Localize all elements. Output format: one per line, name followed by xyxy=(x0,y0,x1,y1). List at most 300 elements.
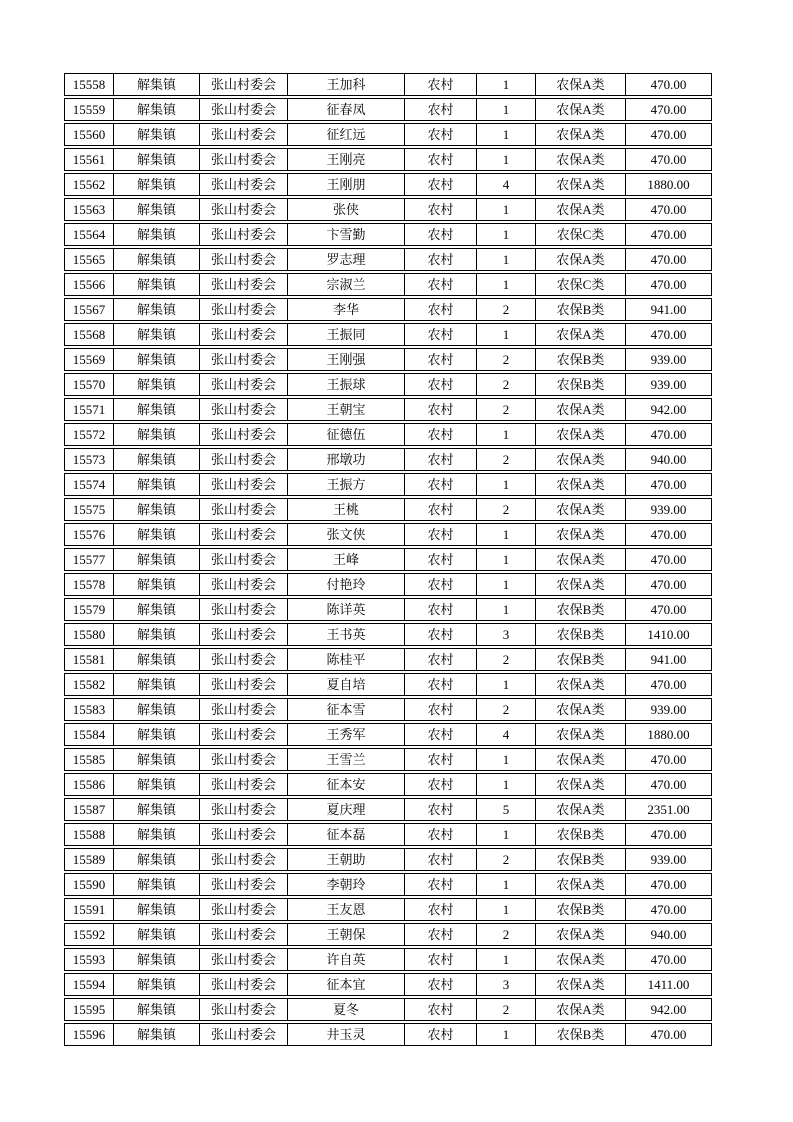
cell-town: 解集镇 xyxy=(113,399,199,420)
cell-record-id: 15593 xyxy=(72,952,106,967)
cell-village: 张山村委会 xyxy=(199,399,287,420)
cell-name: 王桃 xyxy=(287,499,404,520)
cell-amount: 942.00 xyxy=(625,999,711,1020)
cell-person-count: 1 xyxy=(476,549,535,570)
table-row xyxy=(64,723,712,746)
cell-town: 解集镇 xyxy=(113,224,199,245)
table-row xyxy=(64,323,712,346)
cell-village: 张山村委会 xyxy=(199,899,287,920)
cell-town: 解集镇 xyxy=(113,499,199,520)
cell-record-id: 15571 xyxy=(72,402,106,417)
cell-person-count: 2 xyxy=(476,924,535,945)
cell-category: 农村 xyxy=(404,849,476,870)
cell-record-id: 15560 xyxy=(72,127,106,142)
cell-amount: 470.00 xyxy=(625,124,711,145)
cell-town: 解集镇 xyxy=(113,149,199,170)
cell-person-count: 4 xyxy=(476,174,535,195)
cell-record-id: 15592 xyxy=(72,927,106,942)
cell-name: 陈详英 xyxy=(287,599,404,620)
cell-village: 张山村委会 xyxy=(199,524,287,545)
cell-village: 张山村委会 xyxy=(199,749,287,770)
cell-insurance-type: 农保A类 xyxy=(535,799,625,820)
cell-name: 王刚亮 xyxy=(287,149,404,170)
cell-category: 农村 xyxy=(404,874,476,895)
cell-insurance-type: 农保A类 xyxy=(535,149,625,170)
cell-amount: 470.00 xyxy=(625,774,711,795)
cell-record-id: 15575 xyxy=(72,502,106,517)
cell-insurance-type: 农保A类 xyxy=(535,974,625,995)
cell-person-count: 1 xyxy=(476,74,535,95)
cell-name: 井玉灵 xyxy=(287,1024,404,1045)
cell-person-count: 4 xyxy=(476,724,535,745)
cell-village: 张山村委会 xyxy=(199,824,287,845)
cell-village: 张山村委会 xyxy=(199,349,287,370)
cell-insurance-type: 农保B类 xyxy=(535,599,625,620)
cell-name: 邢墩功 xyxy=(287,449,404,470)
cell-record-id: 15587 xyxy=(72,802,106,817)
cell-name: 王朝保 xyxy=(287,924,404,945)
cell-name: 王朝助 xyxy=(287,849,404,870)
cell-person-count: 2 xyxy=(476,399,535,420)
cell-town: 解集镇 xyxy=(113,724,199,745)
cell-amount: 470.00 xyxy=(625,874,711,895)
cell-category: 农村 xyxy=(404,574,476,595)
table-row xyxy=(64,398,712,421)
cell-town: 解集镇 xyxy=(113,624,199,645)
cell-category: 农村 xyxy=(404,499,476,520)
cell-person-count: 1 xyxy=(476,249,535,270)
table-row xyxy=(64,848,712,871)
cell-village: 张山村委会 xyxy=(199,599,287,620)
cell-name: 征春凤 xyxy=(287,99,404,120)
cell-insurance-type: 农保B类 xyxy=(535,349,625,370)
cell-record-id: 15563 xyxy=(72,202,106,217)
table-row xyxy=(64,98,712,121)
cell-village: 张山村委会 xyxy=(199,149,287,170)
cell-village: 张山村委会 xyxy=(199,224,287,245)
cell-amount: 470.00 xyxy=(625,674,711,695)
cell-person-count: 2 xyxy=(476,999,535,1020)
cell-insurance-type: 农保A类 xyxy=(535,574,625,595)
cell-village: 张山村委会 xyxy=(199,724,287,745)
cell-village: 张山村委会 xyxy=(199,274,287,295)
cell-insurance-type: 农保A类 xyxy=(535,324,625,345)
cell-name: 夏冬 xyxy=(287,999,404,1020)
cell-person-count: 3 xyxy=(476,624,535,645)
cell-record-id: 15595 xyxy=(72,1002,106,1017)
cell-person-count: 1 xyxy=(476,274,535,295)
cell-town: 解集镇 xyxy=(113,274,199,295)
cell-name: 征本宜 xyxy=(287,974,404,995)
cell-person-count: 2 xyxy=(476,299,535,320)
cell-person-count: 2 xyxy=(476,649,535,670)
table-row xyxy=(64,248,712,271)
cell-amount: 470.00 xyxy=(625,574,711,595)
cell-town: 解集镇 xyxy=(113,449,199,470)
cell-amount: 939.00 xyxy=(625,849,711,870)
table-row xyxy=(64,198,712,221)
cell-record-id: 15573 xyxy=(72,452,106,467)
table-row xyxy=(64,148,712,171)
cell-amount: 470.00 xyxy=(625,199,711,220)
cell-name: 王振方 xyxy=(287,474,404,495)
cell-category: 农村 xyxy=(404,824,476,845)
cell-insurance-type: 农保A类 xyxy=(535,549,625,570)
cell-amount: 942.00 xyxy=(625,399,711,420)
cell-town: 解集镇 xyxy=(113,674,199,695)
cell-insurance-type: 农保A类 xyxy=(535,999,625,1020)
cell-name: 卞雪勤 xyxy=(287,224,404,245)
cell-town: 解集镇 xyxy=(113,249,199,270)
cell-record-id: 15591 xyxy=(72,902,106,917)
cell-record-id: 15583 xyxy=(72,702,106,717)
cell-amount: 470.00 xyxy=(625,149,711,170)
cell-category: 农村 xyxy=(404,374,476,395)
table-row xyxy=(64,623,712,646)
cell-amount: 1880.00 xyxy=(625,174,711,195)
cell-record-id: 15585 xyxy=(72,752,106,767)
cell-category: 农村 xyxy=(404,124,476,145)
cell-category: 农村 xyxy=(404,649,476,670)
cell-village: 张山村委会 xyxy=(199,1024,287,1045)
cell-person-count: 1 xyxy=(476,574,535,595)
cell-insurance-type: 农保A类 xyxy=(535,74,625,95)
cell-village: 张山村委会 xyxy=(199,374,287,395)
table-row xyxy=(64,1023,712,1046)
cell-category: 农村 xyxy=(404,1024,476,1045)
cell-category: 农村 xyxy=(404,324,476,345)
cell-amount: 941.00 xyxy=(625,649,711,670)
cell-name: 李华 xyxy=(287,299,404,320)
cell-insurance-type: 农保A类 xyxy=(535,424,625,445)
cell-amount: 470.00 xyxy=(625,749,711,770)
cell-name: 征本雪 xyxy=(287,699,404,720)
cell-village: 张山村委会 xyxy=(199,774,287,795)
cell-person-count: 1 xyxy=(476,99,535,120)
cell-village: 张山村委会 xyxy=(199,949,287,970)
table-row xyxy=(64,473,712,496)
table-row xyxy=(64,798,712,821)
cell-town: 解集镇 xyxy=(113,199,199,220)
cell-person-count: 1 xyxy=(476,599,535,620)
cell-insurance-type: 农保A类 xyxy=(535,124,625,145)
cell-amount: 939.00 xyxy=(625,699,711,720)
cell-town: 解集镇 xyxy=(113,524,199,545)
cell-record-id: 15566 xyxy=(72,277,106,292)
cell-amount: 939.00 xyxy=(625,374,711,395)
cell-village: 张山村委会 xyxy=(199,249,287,270)
cell-village: 张山村委会 xyxy=(199,324,287,345)
cell-town: 解集镇 xyxy=(113,849,199,870)
table-row xyxy=(64,648,712,671)
cell-village: 张山村委会 xyxy=(199,574,287,595)
cell-insurance-type: 农保A类 xyxy=(535,99,625,120)
cell-category: 农村 xyxy=(404,974,476,995)
table-row xyxy=(64,873,712,896)
cell-record-id: 15559 xyxy=(72,102,106,117)
cell-amount: 470.00 xyxy=(625,524,711,545)
cell-name: 王峰 xyxy=(287,549,404,570)
cell-person-count: 1 xyxy=(476,674,535,695)
cell-town: 解集镇 xyxy=(113,1024,199,1045)
cell-category: 农村 xyxy=(404,99,476,120)
cell-category: 农村 xyxy=(404,624,476,645)
cell-category: 农村 xyxy=(404,899,476,920)
cell-amount: 470.00 xyxy=(625,949,711,970)
cell-record-id: 15589 xyxy=(72,852,106,867)
table-row xyxy=(64,898,712,921)
table-row xyxy=(64,923,712,946)
cell-name: 李朝玲 xyxy=(287,874,404,895)
cell-insurance-type: 农保A类 xyxy=(535,749,625,770)
cell-amount: 470.00 xyxy=(625,474,711,495)
cell-town: 解集镇 xyxy=(113,599,199,620)
cell-amount: 470.00 xyxy=(625,99,711,120)
cell-record-id: 15574 xyxy=(72,477,106,492)
cell-person-count: 1 xyxy=(476,424,535,445)
cell-insurance-type: 农保B类 xyxy=(535,1024,625,1045)
cell-town: 解集镇 xyxy=(113,949,199,970)
cell-name: 王刚强 xyxy=(287,349,404,370)
cell-record-id: 15590 xyxy=(72,877,106,892)
cell-insurance-type: 农保B类 xyxy=(535,374,625,395)
cell-record-id: 15594 xyxy=(72,977,106,992)
cell-category: 农村 xyxy=(404,549,476,570)
cell-person-count: 5 xyxy=(476,799,535,820)
cell-person-count: 1 xyxy=(476,324,535,345)
cell-person-count: 2 xyxy=(476,499,535,520)
cell-person-count: 1 xyxy=(476,749,535,770)
cell-amount: 470.00 xyxy=(625,74,711,95)
cell-town: 解集镇 xyxy=(113,574,199,595)
cell-village: 张山村委会 xyxy=(199,674,287,695)
cell-name: 王友恩 xyxy=(287,899,404,920)
cell-record-id: 15570 xyxy=(72,377,106,392)
table-row xyxy=(64,73,712,96)
cell-town: 解集镇 xyxy=(113,924,199,945)
cell-record-id: 15586 xyxy=(72,777,106,792)
cell-name: 夏庆理 xyxy=(287,799,404,820)
cell-amount: 939.00 xyxy=(625,499,711,520)
table-row xyxy=(64,773,712,796)
cell-amount: 470.00 xyxy=(625,1024,711,1045)
cell-village: 张山村委会 xyxy=(199,849,287,870)
cell-category: 农村 xyxy=(404,799,476,820)
cell-category: 农村 xyxy=(404,524,476,545)
cell-village: 张山村委会 xyxy=(199,499,287,520)
cell-village: 张山村委会 xyxy=(199,124,287,145)
table-row xyxy=(64,823,712,846)
cell-name: 王书英 xyxy=(287,624,404,645)
table-row xyxy=(64,498,712,521)
cell-town: 解集镇 xyxy=(113,874,199,895)
cell-insurance-type: 农保A类 xyxy=(535,174,625,195)
cell-town: 解集镇 xyxy=(113,299,199,320)
cell-village: 张山村委会 xyxy=(199,99,287,120)
cell-category: 农村 xyxy=(404,249,476,270)
cell-insurance-type: 农保A类 xyxy=(535,724,625,745)
cell-record-id: 15584 xyxy=(72,727,106,742)
cell-record-id: 15588 xyxy=(72,827,106,842)
cell-village: 张山村委会 xyxy=(199,999,287,1020)
table-row xyxy=(64,348,712,371)
cell-category: 农村 xyxy=(404,424,476,445)
pension-table xyxy=(64,73,712,1048)
cell-town: 解集镇 xyxy=(113,424,199,445)
cell-name: 征德伍 xyxy=(287,424,404,445)
cell-name: 王雪兰 xyxy=(287,749,404,770)
cell-category: 农村 xyxy=(404,599,476,620)
cell-category: 农村 xyxy=(404,699,476,720)
cell-name: 付艳玲 xyxy=(287,574,404,595)
cell-village: 张山村委会 xyxy=(199,974,287,995)
cell-name: 陈桂平 xyxy=(287,649,404,670)
cell-insurance-type: 农保A类 xyxy=(535,524,625,545)
cell-insurance-type: 农保C类 xyxy=(535,224,625,245)
cell-person-count: 1 xyxy=(476,199,535,220)
cell-person-count: 1 xyxy=(476,874,535,895)
cell-name: 夏自培 xyxy=(287,674,404,695)
cell-category: 农村 xyxy=(404,274,476,295)
cell-town: 解集镇 xyxy=(113,324,199,345)
cell-insurance-type: 农保A类 xyxy=(535,199,625,220)
cell-amount: 941.00 xyxy=(625,299,711,320)
cell-person-count: 2 xyxy=(476,374,535,395)
cell-town: 解集镇 xyxy=(113,474,199,495)
table-row xyxy=(64,223,712,246)
cell-insurance-type: 农保C类 xyxy=(535,274,625,295)
table-row xyxy=(64,598,712,621)
cell-insurance-type: 农保B类 xyxy=(535,649,625,670)
cell-insurance-type: 农保A类 xyxy=(535,874,625,895)
table-row xyxy=(64,548,712,571)
cell-town: 解集镇 xyxy=(113,99,199,120)
cell-amount: 470.00 xyxy=(625,549,711,570)
cell-name: 征本安 xyxy=(287,774,404,795)
cell-record-id: 15578 xyxy=(72,577,106,592)
cell-category: 农村 xyxy=(404,149,476,170)
cell-town: 解集镇 xyxy=(113,124,199,145)
cell-person-count: 3 xyxy=(476,974,535,995)
cell-village: 张山村委会 xyxy=(199,449,287,470)
cell-amount: 470.00 xyxy=(625,424,711,445)
cell-category: 农村 xyxy=(404,724,476,745)
cell-insurance-type: 农保A类 xyxy=(535,924,625,945)
table-row xyxy=(64,748,712,771)
cell-amount: 470.00 xyxy=(625,224,711,245)
cell-amount: 940.00 xyxy=(625,449,711,470)
cell-town: 解集镇 xyxy=(113,549,199,570)
table-row xyxy=(64,173,712,196)
cell-insurance-type: 农保A类 xyxy=(535,474,625,495)
cell-category: 农村 xyxy=(404,224,476,245)
cell-village: 张山村委会 xyxy=(199,649,287,670)
cell-person-count: 1 xyxy=(476,774,535,795)
table-row xyxy=(64,998,712,1021)
cell-insurance-type: 农保A类 xyxy=(535,249,625,270)
cell-person-count: 1 xyxy=(476,124,535,145)
cell-village: 张山村委会 xyxy=(199,924,287,945)
cell-town: 解集镇 xyxy=(113,74,199,95)
cell-record-id: 15577 xyxy=(72,552,106,567)
cell-category: 农村 xyxy=(404,999,476,1020)
cell-name: 张侠 xyxy=(287,199,404,220)
cell-name: 许自英 xyxy=(287,949,404,970)
cell-insurance-type: 农保A类 xyxy=(535,399,625,420)
cell-insurance-type: 农保A类 xyxy=(535,499,625,520)
cell-amount: 2351.00 xyxy=(625,799,711,820)
table-row xyxy=(64,298,712,321)
cell-amount: 470.00 xyxy=(625,599,711,620)
cell-amount: 470.00 xyxy=(625,274,711,295)
cell-name: 王加科 xyxy=(287,74,404,95)
cell-person-count: 1 xyxy=(476,474,535,495)
cell-record-id: 15576 xyxy=(72,527,106,542)
table-row xyxy=(64,973,712,996)
cell-category: 农村 xyxy=(404,749,476,770)
cell-person-count: 1 xyxy=(476,949,535,970)
cell-insurance-type: 农保B类 xyxy=(535,299,625,320)
cell-category: 农村 xyxy=(404,449,476,470)
cell-village: 张山村委会 xyxy=(199,74,287,95)
cell-name: 王秀军 xyxy=(287,724,404,745)
cell-record-id: 15582 xyxy=(72,677,106,692)
cell-name: 张文侠 xyxy=(287,524,404,545)
cell-insurance-type: 农保A类 xyxy=(535,674,625,695)
cell-village: 张山村委会 xyxy=(199,699,287,720)
table-row xyxy=(64,273,712,296)
cell-amount: 1880.00 xyxy=(625,724,711,745)
cell-record-id: 15579 xyxy=(72,602,106,617)
cell-amount: 1410.00 xyxy=(625,624,711,645)
cell-village: 张山村委会 xyxy=(199,299,287,320)
cell-village: 张山村委会 xyxy=(199,874,287,895)
table-row xyxy=(64,573,712,596)
cell-town: 解集镇 xyxy=(113,974,199,995)
cell-insurance-type: 农保A类 xyxy=(535,774,625,795)
cell-category: 农村 xyxy=(404,674,476,695)
cell-category: 农村 xyxy=(404,949,476,970)
cell-person-count: 1 xyxy=(476,524,535,545)
cell-village: 张山村委会 xyxy=(199,474,287,495)
cell-category: 农村 xyxy=(404,74,476,95)
cell-amount: 1411.00 xyxy=(625,974,711,995)
cell-person-count: 2 xyxy=(476,449,535,470)
cell-insurance-type: 农保A类 xyxy=(535,449,625,470)
cell-village: 张山村委会 xyxy=(199,624,287,645)
cell-record-id: 15562 xyxy=(72,177,106,192)
cell-town: 解集镇 xyxy=(113,349,199,370)
cell-amount: 470.00 xyxy=(625,824,711,845)
cell-name: 征本磊 xyxy=(287,824,404,845)
cell-amount: 470.00 xyxy=(625,324,711,345)
cell-insurance-type: 农保B类 xyxy=(535,624,625,645)
cell-amount: 470.00 xyxy=(625,899,711,920)
cell-record-id: 15564 xyxy=(72,227,106,242)
cell-town: 解集镇 xyxy=(113,374,199,395)
cell-person-count: 2 xyxy=(476,349,535,370)
cell-person-count: 2 xyxy=(476,699,535,720)
cell-category: 农村 xyxy=(404,924,476,945)
cell-name: 宗淑兰 xyxy=(287,274,404,295)
table-row xyxy=(64,123,712,146)
cell-person-count: 1 xyxy=(476,899,535,920)
cell-village: 张山村委会 xyxy=(199,549,287,570)
cell-person-count: 1 xyxy=(476,149,535,170)
cell-insurance-type: 农保A类 xyxy=(535,699,625,720)
cell-person-count: 2 xyxy=(476,849,535,870)
cell-insurance-type: 农保B类 xyxy=(535,899,625,920)
